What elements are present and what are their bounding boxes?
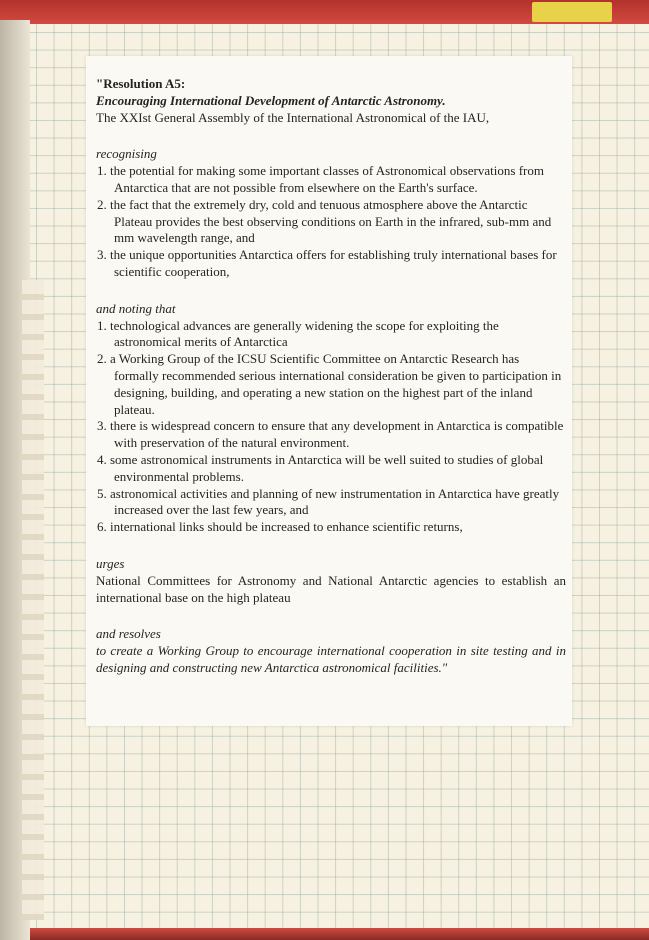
noting-label: and noting that: [96, 300, 176, 316]
recognising-label: recognising: [96, 146, 157, 162]
recognising-item-3: 3. the unique opportunities Antarctica offers for establishing truly international bases for scientific cooperation,: [97, 247, 557, 279]
noting-item-4: 4. some astronomical instruments in Antarctica will be well suited to studies of global environmental problems.: [97, 451, 544, 484]
noting-item-1: 1. technological advances are generally widening the scope for exploiting the astronomical merits of Antarctica: [97, 317, 499, 350]
assembly-line: The XXIst General Assembly of the International Astronomical of the IAU,: [96, 109, 490, 125]
sticky-tab: [532, 2, 612, 22]
resolution-title: Encouraging International Development of Antarctic Astronomy.: [96, 92, 446, 108]
torn-page-edges: [22, 280, 44, 920]
noting-item-2: 2. a Working Group of the ICSU Scientific Committee on Antarctic Research has formally recommended serious international consideration be given to participation in designing, building, and operating a new station on the highest part of the inland plateau.: [97, 351, 562, 417]
resolution-text: [96, 76, 566, 677]
noting-item-6: 6. international links should be increased to enhance scientific returns,: [97, 519, 463, 535]
recognising-item-1: 1. the potential for making some important classes of Astronomical observations from Antarctica that are not possible from elsewhere on the Earth's surface.: [97, 163, 544, 195]
notebook-cover-bottom: [30, 928, 649, 940]
recognising-item-2: 2. the fact that the extremely dry, cold and tenuous atmosphere above the Antarctic Plateau provides the best observing conditions on Earth in the infrared, sub-mm and mm wavelength range, and: [97, 196, 552, 246]
urges-label: urges: [96, 555, 125, 571]
resolution-heading: "Resolution A5:: [96, 76, 186, 91]
noting-item-3: 3. there is widespread concern to ensure that any development in Antarctica is compatible with preservation of the natural environment.: [97, 418, 564, 451]
urges-text: National Committees for Astronomy and National Antarctic agencies to establish an international base on the high plateau: [96, 572, 566, 605]
resolves-label: and resolves: [96, 626, 161, 642]
noting-item-5: 5. astronomical activities and planning of new instrumentation in Antarctica have greatly increased over the last few years, and: [97, 485, 560, 518]
resolves-text: to create a Working Group to encourage international cooperation in site testing and in designing and constructing new Antarctica astronomical facilities.": [96, 643, 566, 675]
